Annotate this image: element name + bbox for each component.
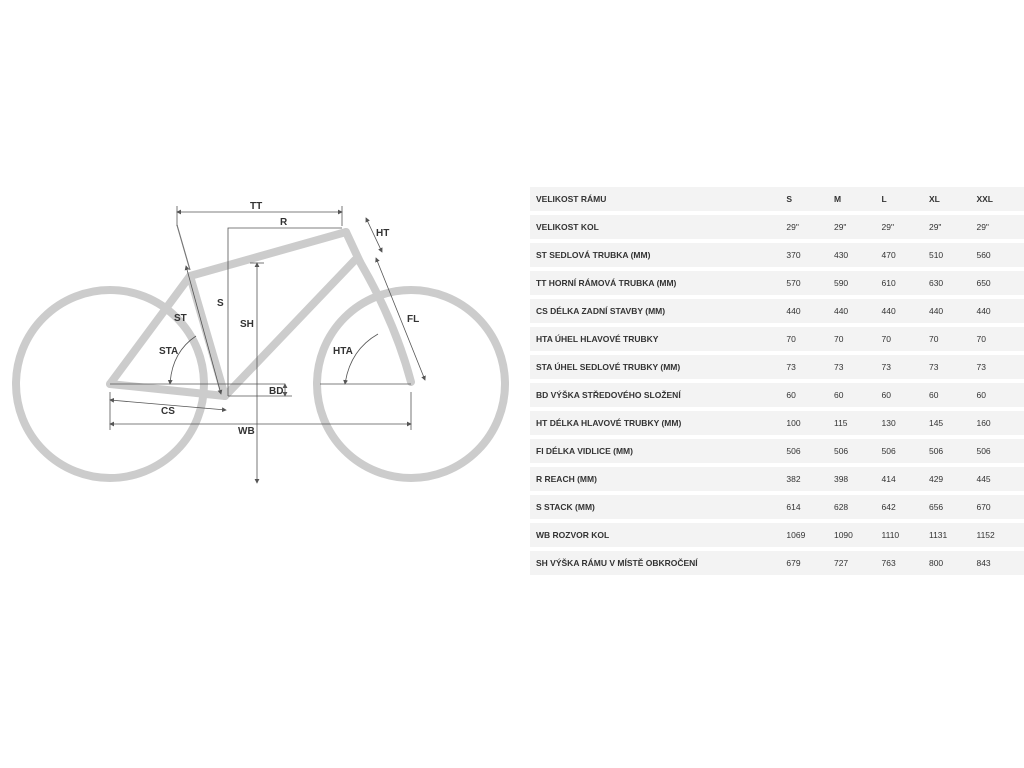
cell-value: 60 bbox=[786, 383, 834, 407]
cell-value: 60 bbox=[834, 383, 882, 407]
cell-value: 1110 bbox=[882, 523, 929, 547]
row-label: WB ROZVOR KOL bbox=[530, 523, 786, 547]
table-row bbox=[530, 327, 1024, 351]
cell-value: 445 bbox=[976, 467, 1024, 491]
label-sta: STA bbox=[159, 346, 179, 357]
table-row bbox=[530, 551, 1024, 575]
label-st: ST bbox=[174, 313, 187, 324]
seatpost bbox=[177, 225, 190, 270]
cell-value: 590 bbox=[834, 271, 882, 295]
label-ht: HT bbox=[376, 228, 390, 239]
row-label: ST SEDLOVÁ TRUBKA (MM) bbox=[530, 243, 786, 267]
table-row bbox=[530, 411, 1024, 435]
cell-value: 679 bbox=[786, 551, 834, 575]
cell-value: 115 bbox=[834, 411, 882, 435]
cell-value: 382 bbox=[786, 467, 834, 491]
cell-value: 145 bbox=[929, 411, 977, 435]
table-row bbox=[530, 383, 1024, 407]
cell-value: S bbox=[786, 187, 834, 211]
cell-value: 440 bbox=[882, 299, 929, 323]
cell-value: 843 bbox=[976, 551, 1024, 575]
cell-value: 414 bbox=[882, 467, 929, 491]
row-label: BD VÝŠKA STŘEDOVÉHO SLOŽENÍ bbox=[530, 383, 786, 407]
label-hta: HTA bbox=[333, 346, 353, 357]
cell-value: 73 bbox=[882, 355, 929, 379]
cell-value: 29" bbox=[786, 215, 834, 239]
cell-value: 60 bbox=[882, 383, 929, 407]
dimension-lines bbox=[110, 206, 425, 483]
cell-value: 160 bbox=[976, 411, 1024, 435]
cell-value: 506 bbox=[976, 439, 1024, 463]
cell-value: 440 bbox=[834, 299, 882, 323]
row-label: FI DÉLKA VIDLICE (MM) bbox=[530, 439, 786, 463]
cell-value: 642 bbox=[882, 495, 929, 519]
cell-value: 70 bbox=[929, 327, 977, 351]
cell-value: 29" bbox=[976, 215, 1024, 239]
cell-value: 60 bbox=[976, 383, 1024, 407]
table-row bbox=[530, 355, 1024, 379]
row-label: CS DÉLKA ZADNÍ STAVBY (MM) bbox=[530, 299, 786, 323]
cell-value: 570 bbox=[786, 271, 834, 295]
cell-value: 510 bbox=[929, 243, 977, 267]
bike-frame bbox=[110, 232, 411, 396]
geometry-table bbox=[530, 183, 1024, 579]
cell-value: 70 bbox=[834, 327, 882, 351]
table-row bbox=[530, 495, 1024, 519]
cell-value: 800 bbox=[929, 551, 977, 575]
cell-value: 610 bbox=[882, 271, 929, 295]
cell-value: 73 bbox=[929, 355, 977, 379]
cell-value: 70 bbox=[882, 327, 929, 351]
cell-value: 70 bbox=[976, 327, 1024, 351]
cell-value: 506 bbox=[929, 439, 977, 463]
row-label: HTA ÚHEL HLAVOVÉ TRUBKY bbox=[530, 327, 786, 351]
table-header-row bbox=[530, 187, 1024, 211]
cell-value: 73 bbox=[976, 355, 1024, 379]
cell-value: 70 bbox=[786, 327, 834, 351]
cell-value: 1152 bbox=[976, 523, 1024, 547]
row-label: S STACK (MM) bbox=[530, 495, 786, 519]
label-wb: WB bbox=[238, 426, 255, 437]
cell-value: 73 bbox=[834, 355, 882, 379]
cell-value: 370 bbox=[786, 243, 834, 267]
label-bd: BD bbox=[269, 386, 284, 397]
cell-value: 1069 bbox=[786, 523, 834, 547]
cell-value: 763 bbox=[882, 551, 929, 575]
table-row bbox=[530, 523, 1024, 547]
cell-value: 628 bbox=[834, 495, 882, 519]
cell-value: 506 bbox=[882, 439, 929, 463]
cell-value: 29" bbox=[929, 215, 977, 239]
cell-value: 429 bbox=[929, 467, 977, 491]
cell-value: 656 bbox=[929, 495, 977, 519]
cell-value: 440 bbox=[976, 299, 1024, 323]
row-label: TT HORNÍ RÁMOVÁ TRUBKA (MM) bbox=[530, 271, 786, 295]
cell-value: 506 bbox=[834, 439, 882, 463]
cell-value: 670 bbox=[976, 495, 1024, 519]
label-s: S bbox=[217, 298, 224, 309]
cell-value: XL bbox=[929, 187, 977, 211]
cell-value: 470 bbox=[882, 243, 929, 267]
cell-value: 398 bbox=[834, 467, 882, 491]
label-r: R bbox=[280, 217, 288, 228]
label-fl: FL bbox=[407, 314, 420, 325]
cell-value: M bbox=[834, 187, 882, 211]
table-row bbox=[530, 243, 1024, 267]
cell-value: 130 bbox=[882, 411, 929, 435]
cell-value: 73 bbox=[786, 355, 834, 379]
cell-value: 560 bbox=[976, 243, 1024, 267]
cell-value: 440 bbox=[786, 299, 834, 323]
cell-value: 614 bbox=[786, 495, 834, 519]
cell-value: 29" bbox=[882, 215, 929, 239]
cell-value: 1131 bbox=[929, 523, 977, 547]
row-label: HT DÉLKA HLAVOVÉ TRUBKY (MM) bbox=[530, 411, 786, 435]
cell-value: 1090 bbox=[834, 523, 882, 547]
bike-geometry-diagram bbox=[0, 190, 520, 490]
cell-value: 727 bbox=[834, 551, 882, 575]
table-row bbox=[530, 271, 1024, 295]
table-row bbox=[530, 467, 1024, 491]
table-row bbox=[530, 299, 1024, 323]
label-tt: TT bbox=[250, 201, 263, 212]
row-label: VELIKOST KOL bbox=[530, 215, 786, 239]
row-label: STA ÚHEL SEDLOVÉ TRUBKY (MM) bbox=[530, 355, 786, 379]
row-label: SH VÝŠKA RÁMU V MÍSTĚ OBKROČENÍ bbox=[530, 551, 786, 575]
cell-value: XXL bbox=[976, 187, 1024, 211]
cell-value: L bbox=[882, 187, 929, 211]
label-cs: CS bbox=[161, 406, 175, 417]
geometry-table-body bbox=[530, 187, 1024, 575]
cell-value: 650 bbox=[976, 271, 1024, 295]
row-label: VELIKOST RÁMU bbox=[530, 187, 786, 211]
row-label: R REACH (MM) bbox=[530, 467, 786, 491]
label-sh: SH bbox=[240, 319, 254, 330]
cell-value: 430 bbox=[834, 243, 882, 267]
table-row bbox=[530, 439, 1024, 463]
cell-value: 100 bbox=[786, 411, 834, 435]
table-row bbox=[530, 215, 1024, 239]
cell-value: 630 bbox=[929, 271, 977, 295]
cell-value: 506 bbox=[786, 439, 834, 463]
cell-value: 29" bbox=[834, 215, 882, 239]
cell-value: 440 bbox=[929, 299, 977, 323]
cell-value: 60 bbox=[929, 383, 977, 407]
